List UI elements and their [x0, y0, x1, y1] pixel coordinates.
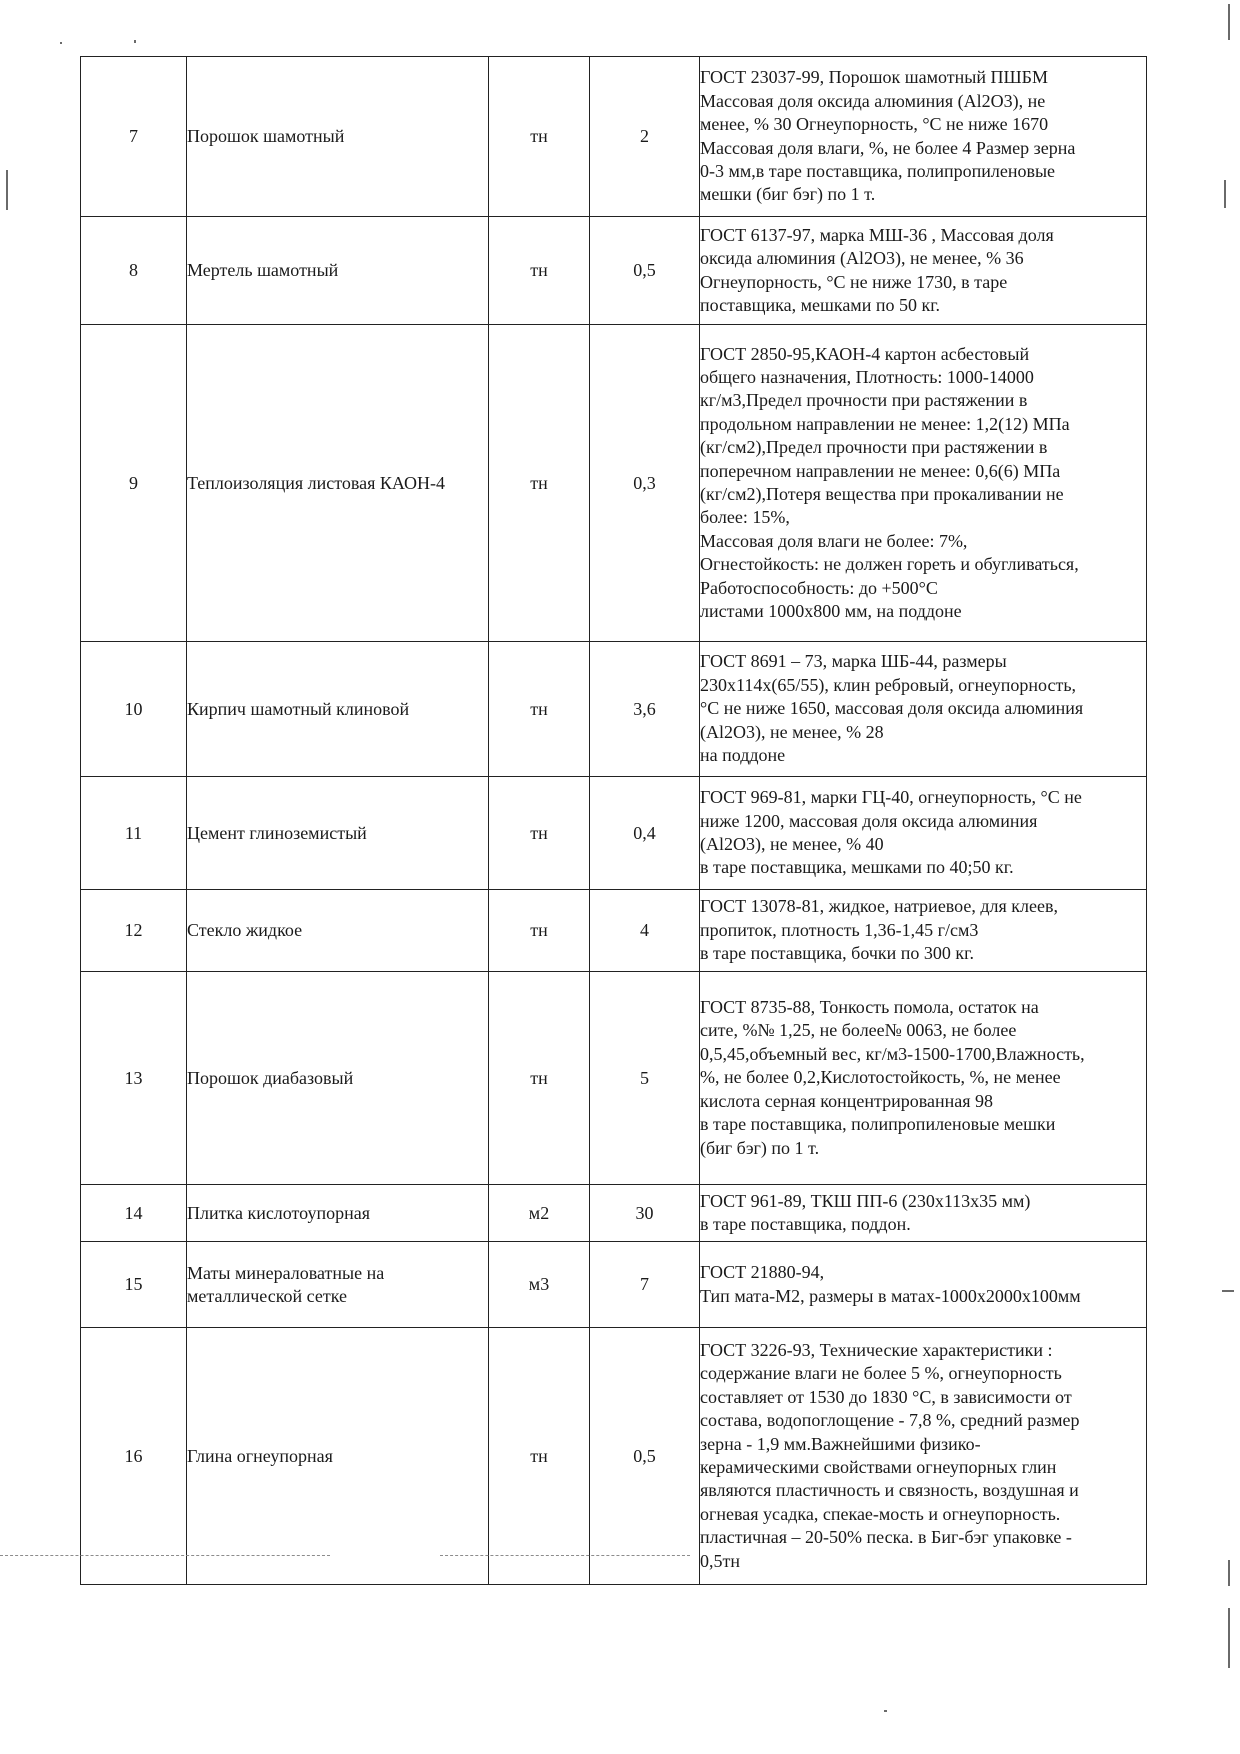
quantity: 0,4	[590, 777, 700, 890]
table-row	[81, 57, 1147, 217]
unit-of-measure: тн	[489, 642, 590, 777]
quantity: 30	[590, 1185, 700, 1242]
table-row	[81, 642, 1147, 777]
specification: ГОСТ 961-89, ТКШ ПП-6 (230х113х35 мм) в таре поставщика, поддон.	[700, 1185, 1147, 1242]
material-name: Глина огнеупорная	[187, 1328, 489, 1585]
row-number: 10	[81, 642, 187, 777]
table-row	[81, 217, 1147, 325]
row-number: 7	[81, 57, 187, 217]
scan-edge-mark	[6, 170, 8, 210]
material-name: Плитка кислотоупорная	[187, 1185, 489, 1242]
specification: ГОСТ 8691 – 73, марка ШБ-44, размеры 230х114х(65/55), клин ребровый, огнеупорность, °С не ниже 1650, массовая доля оксида алюминия (Al2O3), не менее, % 28 на поддоне	[700, 642, 1147, 777]
material-name: Теплоизоляция листовая КАОН-4	[187, 325, 489, 642]
material-name: Мертель шамотный	[187, 217, 489, 325]
table-row	[81, 1185, 1147, 1242]
scan-speck	[884, 1710, 887, 1712]
materials-table	[80, 56, 1147, 1585]
scan-edge-mark	[1228, 1608, 1230, 1668]
row-number: 15	[81, 1242, 187, 1328]
specification: ГОСТ 6137-97, марка МШ-36 , Массовая доля оксида алюминия (Al2O3), не менее, % 36 Огнеупорность, °С не ниже 1730, в таре поставщика, мешками по 50 кг.	[700, 217, 1147, 325]
row-number: 12	[81, 890, 187, 972]
quantity: 0,5	[590, 1328, 700, 1585]
scan-speck	[134, 40, 136, 43]
unit-of-measure: тн	[489, 217, 590, 325]
quantity: 2	[590, 57, 700, 217]
row-number: 16	[81, 1328, 187, 1585]
unit-of-measure: тн	[489, 325, 590, 642]
unit-of-measure: тн	[489, 777, 590, 890]
unit-of-measure: тн	[489, 890, 590, 972]
unit-of-measure: м2	[489, 1185, 590, 1242]
specification: ГОСТ 13078-81, жидкое, натриевое, для клеев, пропиток, плотность 1,36-1,45 г/см3 в таре поставщика, бочки по 300 кг.	[700, 890, 1147, 972]
scan-edge-mark	[1228, 4, 1230, 40]
material-name: Кирпич шамотный клиновой	[187, 642, 489, 777]
quantity: 4	[590, 890, 700, 972]
row-number: 13	[81, 972, 187, 1185]
specification: ГОСТ 8735-88, Тонкость помола, остаток на сите, %№ 1,25, не более№ 0063, не более 0,5,45,объемный вес, кг/м3-1500-1700,Влажность, %, не более 0,2,Кислотостойкость, %, не менее кислота серная концентрированная 98 в таре поставщика, полипропиленовые мешки (биг бэг) по 1 т.	[700, 972, 1147, 1185]
table-row	[81, 1242, 1147, 1328]
specification: ГОСТ 2850-95,КАОН-4 картон асбестовый общего назначения, Плотность: 1000-14000 кг/м3,Предел прочности при растяжении в продольном направлении не менее: 1,2(12) МПа (кг/см2),Предел прочности при растяжении в поперечном направлении не менее: 0,6(6) МПа (кг/см2),Потеря вещества при прокаливании не более: 15%, Массовая доля влаги не более: 7%, Огнестойкость: не должен гореть и обугливаться, Работоспособность: до +500°С листами 1000х800 мм, на поддоне	[700, 325, 1147, 642]
scan-edge-mark	[1224, 180, 1226, 208]
material-name: Стекло жидкое	[187, 890, 489, 972]
specification: ГОСТ 23037-99, Порошок шамотный ПШБМ Массовая доля оксида алюминия (Al2O3), не менее, % 30 Огнеупорность, °С не ниже 1670 Массовая доля влаги, %, не более 4 Размер зерна 0-3 мм,в таре поставщика, полипропиленовые мешки (биг бэг) по 1 т.	[700, 57, 1147, 217]
scan-speck	[60, 42, 62, 44]
quantity: 0,3	[590, 325, 700, 642]
quantity: 7	[590, 1242, 700, 1328]
quantity: 3,6	[590, 642, 700, 777]
unit-of-measure: тн	[489, 972, 590, 1185]
table-row	[81, 890, 1147, 972]
row-number: 8	[81, 217, 187, 325]
row-number: 14	[81, 1185, 187, 1242]
row-number: 11	[81, 777, 187, 890]
specification: ГОСТ 969-81, марки ГЦ-40, огнеупорность, °С не ниже 1200, массовая доля оксида алюминия (Al2O3), не менее, % 40 в таре поставщика, мешками по 40;50 кг.	[700, 777, 1147, 890]
scan-dashed-line	[0, 1555, 330, 1557]
specification: ГОСТ 21880-94, Тип мата-М2, размеры в матах-1000х2000х100мм	[700, 1242, 1147, 1328]
quantity: 5	[590, 972, 700, 1185]
specification: ГОСТ 3226-93, Технические характеристики : содержание влаги не более 5 %, огнеупорность составляет от 1530 до 1830 °С, в зависимости от состава, водопоглощение - 7,8 %, средний размер зерна - 1,9 мм.Важнейшими физико- керамическими свойствами огнеупорных глин являются пластичность и связность, воздушная и огневая усадка, спекае-мость и огнеупорность. пластичная – 20-50% песка. в Биг-бэг упаковке - 0,5тн	[700, 1328, 1147, 1585]
table-row	[81, 325, 1147, 642]
scan-edge-mark	[1222, 1290, 1234, 1292]
table-row	[81, 777, 1147, 890]
unit-of-measure: м3	[489, 1242, 590, 1328]
scan-dashed-line	[440, 1555, 690, 1557]
table-row	[81, 972, 1147, 1185]
material-name: Порошок диабазовый	[187, 972, 489, 1185]
quantity: 0,5	[590, 217, 700, 325]
table-row	[81, 1328, 1147, 1585]
material-name: Цемент глиноземистый	[187, 777, 489, 890]
unit-of-measure: тн	[489, 57, 590, 217]
row-number: 9	[81, 325, 187, 642]
scan-edge-mark	[1228, 1560, 1230, 1586]
material-name: Порошок шамотный	[187, 57, 489, 217]
unit-of-measure: тн	[489, 1328, 590, 1585]
material-name: Маты минераловатные на металлической сетке	[187, 1242, 489, 1328]
